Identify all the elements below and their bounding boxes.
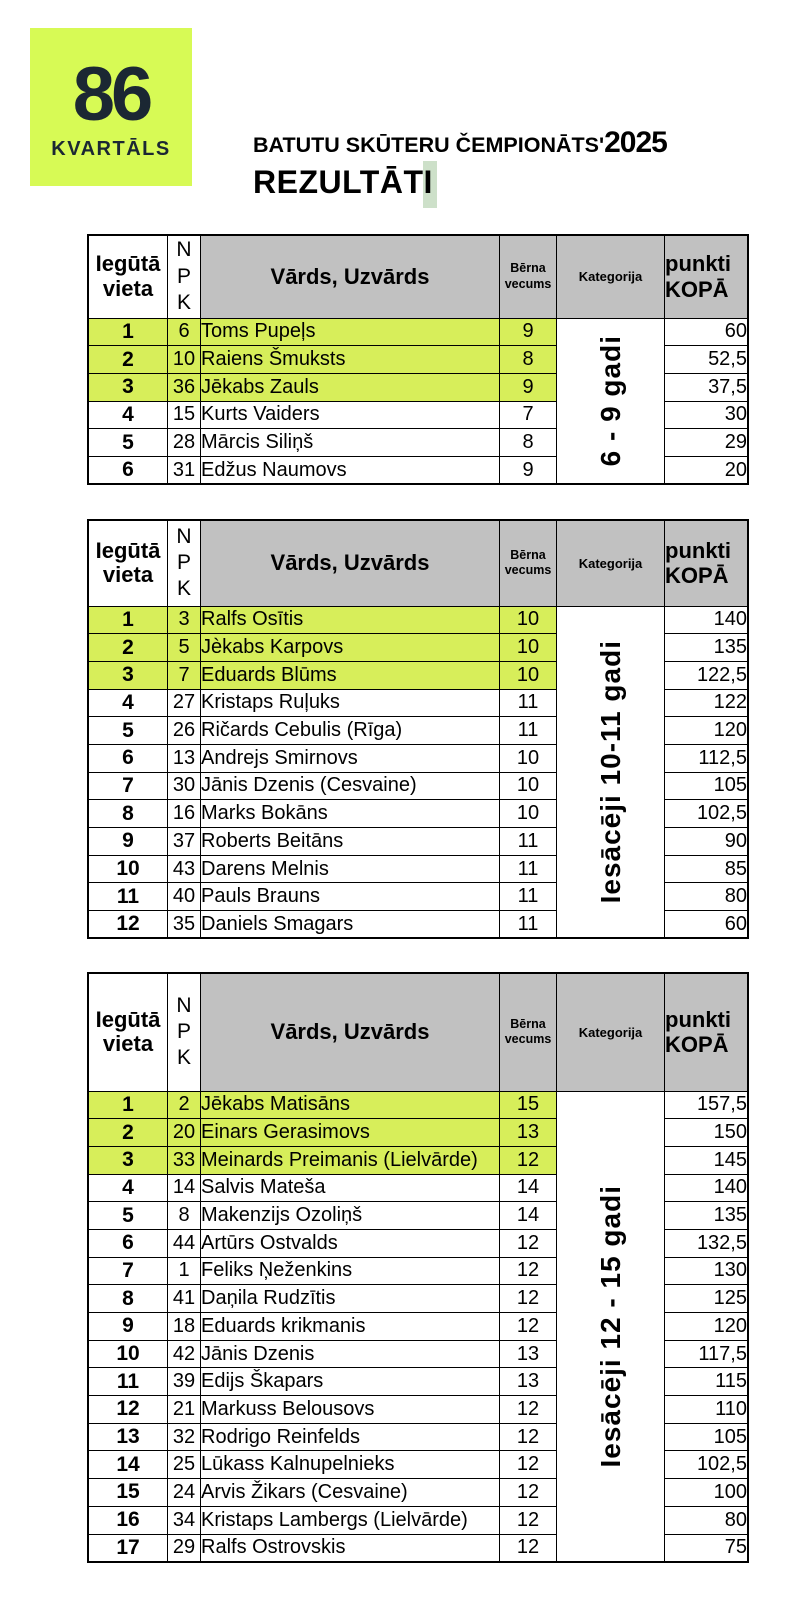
- points-cell: 140: [665, 606, 749, 634]
- points-cell: 30: [665, 401, 749, 429]
- age-cell: 9: [500, 373, 557, 401]
- table-header-row: [88, 235, 748, 318]
- place-cell: 2: [88, 1119, 168, 1147]
- age-cell: 12: [500, 1257, 557, 1285]
- name-cell: Jānis Dzenis: [201, 1340, 500, 1368]
- npk-header: [168, 520, 201, 606]
- npk-cell: 34: [168, 1506, 201, 1534]
- npk-cell: 29: [168, 1534, 201, 1562]
- place-cell: 6: [88, 1229, 168, 1257]
- place-cell: 8: [88, 800, 168, 828]
- category-header: Kategorija: [557, 520, 665, 606]
- name-cell: Eduards Blūms: [201, 661, 500, 689]
- points-cell: 122: [665, 689, 749, 717]
- points-cell: 157,5: [665, 1091, 749, 1119]
- age-cell: 12: [500, 1423, 557, 1451]
- place-cell: 4: [88, 401, 168, 429]
- age-cell: 12: [500, 1229, 557, 1257]
- npk-cell: 21: [168, 1396, 201, 1424]
- name-cell: Feliks Ņeženkins: [201, 1257, 500, 1285]
- name-cell: Daniels Smagars: [201, 911, 500, 939]
- npk-cell: 13: [168, 744, 201, 772]
- title-text: BATUTU SKŪTERU ČEMPIONĀTS': [253, 133, 605, 157]
- npk-letter: P: [176, 1020, 191, 1044]
- name-cell: Daņila Rudzītis: [201, 1285, 500, 1313]
- npk-cell: 40: [168, 883, 201, 911]
- npk-cell: 35: [168, 911, 201, 939]
- points-cell: 52,5: [665, 346, 749, 374]
- age-cell: 8: [500, 346, 557, 374]
- age-cell: 12: [500, 1285, 557, 1313]
- age-cell: 14: [500, 1174, 557, 1202]
- category-cell: [557, 318, 665, 484]
- npk-cell: 2: [168, 1091, 201, 1119]
- points-cell: 102,5: [665, 1451, 749, 1479]
- npk-cell: 33: [168, 1146, 201, 1174]
- npk-letter: N: [176, 993, 192, 1017]
- npk-cell: 8: [168, 1202, 201, 1230]
- age-cell: 12: [500, 1506, 557, 1534]
- place-cell: 2: [88, 346, 168, 374]
- place-cell: 7: [88, 1257, 168, 1285]
- points-cell: 80: [665, 1506, 749, 1534]
- document-subtitle[interactable]: [253, 161, 667, 201]
- results-table-section: [87, 519, 749, 939]
- npk-letter: P: [176, 264, 191, 288]
- age-cell: 11: [500, 911, 557, 939]
- name-cell: Einars Gerasimovs: [201, 1119, 500, 1147]
- npk-cell: 37: [168, 828, 201, 856]
- name-cell: Eduards krikmanis: [201, 1313, 500, 1341]
- age-cell: 12: [500, 1146, 557, 1174]
- age-cell: 11: [500, 689, 557, 717]
- name-cell: Andrejs Smirnovs: [201, 744, 500, 772]
- npk-cell: 6: [168, 318, 201, 346]
- name-cell: Markuss Belousovs: [201, 1396, 500, 1424]
- npk-cell: 15: [168, 401, 201, 429]
- npk-cell: 44: [168, 1229, 201, 1257]
- place-cell: 10: [88, 1340, 168, 1368]
- place-cell: 14: [88, 1451, 168, 1479]
- category-header: Kategorija: [557, 973, 665, 1091]
- age-cell: 15: [500, 1091, 557, 1119]
- place-cell: 7: [88, 772, 168, 800]
- npk-cell: 43: [168, 855, 201, 883]
- npk-header: [168, 973, 201, 1091]
- age-cell: 13: [500, 1368, 557, 1396]
- age-cell: 13: [500, 1119, 557, 1147]
- name-header: Vārds, Uzvārds: [201, 235, 500, 318]
- npk-cell: 5: [168, 634, 201, 662]
- npk-cell: 36: [168, 373, 201, 401]
- npk-letter: P: [176, 551, 191, 575]
- table-row: [88, 318, 748, 346]
- name-cell: Jānis Dzenis (Cesvaine): [201, 772, 500, 800]
- age-header: Bērna vecums: [500, 973, 557, 1091]
- place-cell: 17: [88, 1534, 168, 1562]
- points-cell: 112,5: [665, 744, 749, 772]
- points-cell: 100: [665, 1479, 749, 1507]
- points-cell: 85: [665, 855, 749, 883]
- points-cell: 110: [665, 1396, 749, 1424]
- name-header: Vārds, Uzvārds: [201, 973, 500, 1091]
- age-cell: 11: [500, 828, 557, 856]
- table-row: [88, 1091, 748, 1119]
- name-cell: Kristaps Ruļuks: [201, 689, 500, 717]
- points-cell: 150: [665, 1119, 749, 1147]
- name-cell: Mārcis Siliņš: [201, 429, 500, 457]
- age-cell: 10: [500, 744, 557, 772]
- place-header: Iegūtā vieta: [88, 973, 168, 1091]
- results-table-section: [87, 972, 749, 1563]
- age-cell: 12: [500, 1396, 557, 1424]
- name-cell: Ralfs Ostrovskis: [201, 1534, 500, 1562]
- points-header: punkti KOPĀ: [665, 235, 749, 318]
- place-cell: 5: [88, 717, 168, 745]
- npk-cell: 24: [168, 1479, 201, 1507]
- points-cell: 130: [665, 1257, 749, 1285]
- npk-cell: 3: [168, 606, 201, 634]
- npk-cell: 18: [168, 1313, 201, 1341]
- age-cell: 7: [500, 401, 557, 429]
- npk-cell: 1: [168, 1257, 201, 1285]
- place-cell: 9: [88, 1313, 168, 1341]
- name-header: Vārds, Uzvārds: [201, 520, 500, 606]
- npk-letter: N: [176, 238, 192, 262]
- place-cell: 3: [88, 661, 168, 689]
- npk-cell: 41: [168, 1285, 201, 1313]
- npk-letter: K: [176, 1046, 191, 1070]
- place-cell: 3: [88, 373, 168, 401]
- name-cell: Rodrigo Reinfelds: [201, 1423, 500, 1451]
- points-header: punkti KOPĀ: [665, 973, 749, 1091]
- table-header-row: [88, 520, 748, 606]
- results-table: [87, 972, 749, 1563]
- npk-cell: 39: [168, 1368, 201, 1396]
- category-label: Iesācēji 10-11 gadi: [594, 640, 626, 904]
- age-cell: 13: [500, 1340, 557, 1368]
- points-cell: 105: [665, 1423, 749, 1451]
- name-cell: Marks Bokāns: [201, 800, 500, 828]
- logo-kvartals: [30, 28, 192, 186]
- name-cell: Arvis Žikars (Cesvaine): [201, 1479, 500, 1507]
- age-cell: 12: [500, 1534, 557, 1562]
- npk-cell: 28: [168, 429, 201, 457]
- place-cell: 11: [88, 1368, 168, 1396]
- place-cell: 1: [88, 318, 168, 346]
- name-cell: Kurts Vaiders: [201, 401, 500, 429]
- document-title: [253, 126, 667, 160]
- points-cell: 20: [665, 456, 749, 484]
- npk-letter: N: [176, 524, 192, 548]
- title-block: [253, 126, 667, 201]
- npk-cell: 7: [168, 661, 201, 689]
- name-cell: Jēkabs Matisāns: [201, 1091, 500, 1119]
- name-cell: Darens Melnis: [201, 855, 500, 883]
- npk-cell: 25: [168, 1451, 201, 1479]
- npk-letter: K: [176, 290, 191, 314]
- place-cell: 2: [88, 634, 168, 662]
- age-cell: 12: [500, 1451, 557, 1479]
- npk-cell: 10: [168, 346, 201, 374]
- points-header: punkti KOPĀ: [665, 520, 749, 606]
- logo-wordmark: KVARTĀLS: [51, 138, 171, 161]
- place-cell: 5: [88, 1202, 168, 1230]
- name-cell: Jèkabs Karpovs: [201, 634, 500, 662]
- name-cell: Raiens Šmuksts: [201, 346, 500, 374]
- points-cell: 102,5: [665, 800, 749, 828]
- points-cell: 140: [665, 1174, 749, 1202]
- table-row: [88, 606, 748, 634]
- place-cell: 3: [88, 1146, 168, 1174]
- npk-cell: 16: [168, 800, 201, 828]
- npk-cell: 31: [168, 456, 201, 484]
- name-cell: Lūkass Kalnupelnieks: [201, 1451, 500, 1479]
- place-cell: 16: [88, 1506, 168, 1534]
- place-cell: 6: [88, 456, 168, 484]
- category-label: 6 - 9 gadi: [594, 335, 626, 467]
- place-cell: 4: [88, 689, 168, 717]
- place-cell: 4: [88, 1174, 168, 1202]
- category-label: Iesācēji 12 - 15 gadi: [594, 1184, 626, 1468]
- age-cell: 10: [500, 606, 557, 634]
- place-header: Iegūtā vieta: [88, 235, 168, 318]
- name-cell: Kristaps Lambergs (Lielvārde): [201, 1506, 500, 1534]
- name-cell: Edijs Škapars: [201, 1368, 500, 1396]
- age-cell: 11: [500, 717, 557, 745]
- place-cell: 10: [88, 855, 168, 883]
- points-cell: 145: [665, 1146, 749, 1174]
- age-cell: 9: [500, 456, 557, 484]
- points-cell: 90: [665, 828, 749, 856]
- npk-cell: 42: [168, 1340, 201, 1368]
- place-cell: 8: [88, 1285, 168, 1313]
- points-cell: 29: [665, 429, 749, 457]
- npk-cell: 14: [168, 1174, 201, 1202]
- results-table: [87, 519, 749, 939]
- points-cell: 120: [665, 717, 749, 745]
- age-cell: 12: [500, 1479, 557, 1507]
- npk-cell: 32: [168, 1423, 201, 1451]
- points-cell: 75: [665, 1534, 749, 1562]
- logo-86-mark: 86: [72, 51, 150, 137]
- points-cell: 135: [665, 634, 749, 662]
- age-header: Bērna vecums: [500, 520, 557, 606]
- points-cell: 60: [665, 318, 749, 346]
- place-cell: 12: [88, 1396, 168, 1424]
- points-cell: 37,5: [665, 373, 749, 401]
- age-cell: 9: [500, 318, 557, 346]
- age-cell: 10: [500, 800, 557, 828]
- results-table-section: [87, 234, 749, 485]
- points-cell: 105: [665, 772, 749, 800]
- text-cursor: I: [423, 161, 436, 208]
- npk-header: [168, 235, 201, 318]
- age-cell: 14: [500, 1202, 557, 1230]
- place-cell: 12: [88, 911, 168, 939]
- name-cell: Ralfs Osītis: [201, 606, 500, 634]
- age-cell: 10: [500, 772, 557, 800]
- place-cell: 13: [88, 1423, 168, 1451]
- name-cell: Toms Pupeļs: [201, 318, 500, 346]
- name-cell: Edžus Naumovs: [201, 456, 500, 484]
- points-cell: 120: [665, 1313, 749, 1341]
- age-cell: 12: [500, 1313, 557, 1341]
- name-cell: Roberts Beitāns: [201, 828, 500, 856]
- age-cell: 10: [500, 661, 557, 689]
- points-cell: 132,5: [665, 1229, 749, 1257]
- table-header-row: [88, 973, 748, 1091]
- points-cell: 117,5: [665, 1340, 749, 1368]
- name-cell: Makenzijs Ozoliņš: [201, 1202, 500, 1230]
- category-cell: [557, 606, 665, 938]
- name-cell: Jēkabs Zauls: [201, 373, 500, 401]
- points-cell: 80: [665, 883, 749, 911]
- place-cell: 11: [88, 883, 168, 911]
- npk-letter: K: [176, 577, 191, 601]
- points-cell: 125: [665, 1285, 749, 1313]
- age-header: Bērna vecums: [500, 235, 557, 318]
- name-cell: Meinards Preimanis (Lielvārde): [201, 1146, 500, 1174]
- place-cell: 6: [88, 744, 168, 772]
- npk-cell: 20: [168, 1119, 201, 1147]
- place-cell: 5: [88, 429, 168, 457]
- results-table: [87, 234, 749, 485]
- age-cell: 11: [500, 855, 557, 883]
- npk-cell: 27: [168, 689, 201, 717]
- category-cell: [557, 1091, 665, 1562]
- title-year: 2025: [604, 126, 667, 159]
- subtitle-text: REZULTĀT: [253, 164, 424, 200]
- name-cell: Artūrs Ostvalds: [201, 1229, 500, 1257]
- place-cell: 9: [88, 828, 168, 856]
- points-cell: 115: [665, 1368, 749, 1396]
- age-cell: 8: [500, 429, 557, 457]
- name-cell: Ričards Cebulis (Rīga): [201, 717, 500, 745]
- points-cell: 135: [665, 1202, 749, 1230]
- place-cell: 1: [88, 1091, 168, 1119]
- npk-cell: 26: [168, 717, 201, 745]
- age-cell: 10: [500, 634, 557, 662]
- place-header: Iegūtā vieta: [88, 520, 168, 606]
- category-header: Kategorija: [557, 235, 665, 318]
- name-cell: Salvis Mateša: [201, 1174, 500, 1202]
- points-cell: 60: [665, 911, 749, 939]
- place-cell: 1: [88, 606, 168, 634]
- npk-cell: 30: [168, 772, 201, 800]
- place-cell: 15: [88, 1479, 168, 1507]
- age-cell: 11: [500, 883, 557, 911]
- points-cell: 122,5: [665, 661, 749, 689]
- name-cell: Pauls Brauns: [201, 883, 500, 911]
